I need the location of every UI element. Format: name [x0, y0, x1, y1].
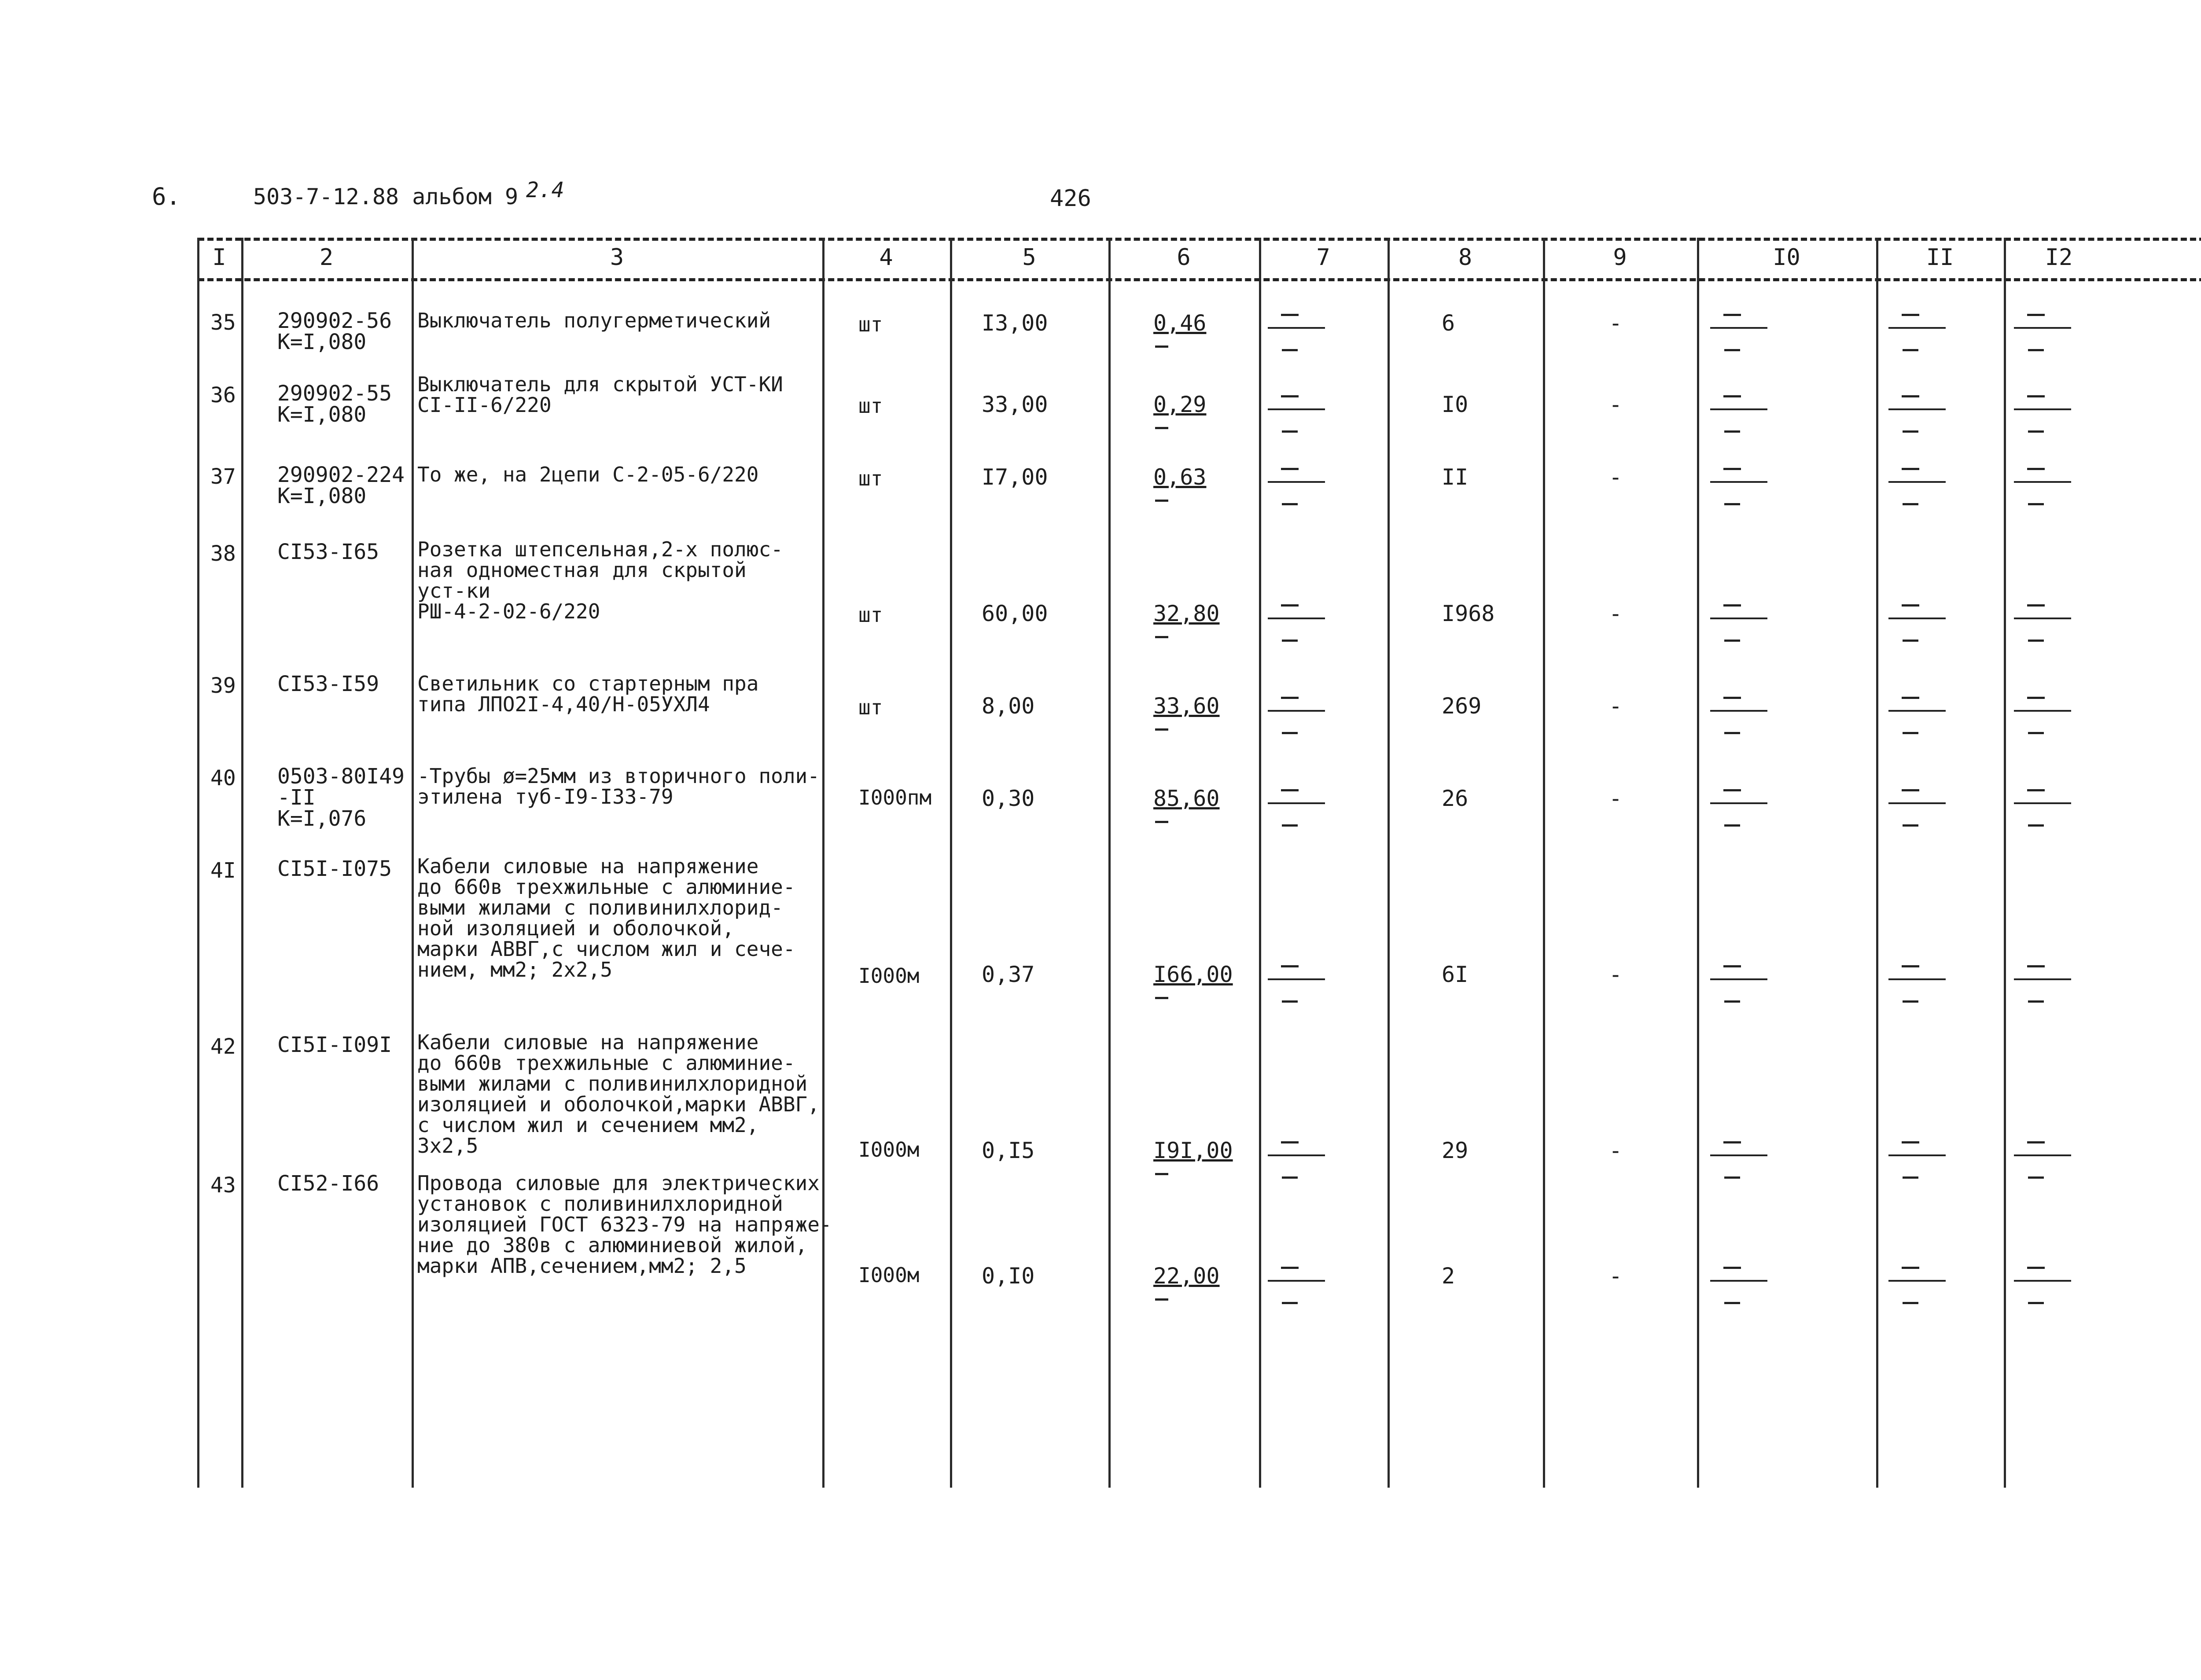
row-unit: I000м: [858, 1263, 920, 1287]
column-header-5: 5: [1022, 244, 1036, 271]
column-line: [1388, 238, 1390, 1488]
row-description: Выключатель полугерметический: [417, 309, 771, 332]
row-unit: шт: [858, 603, 883, 627]
row-number: 43: [210, 1173, 236, 1198]
column-header-3: 3: [610, 244, 624, 271]
row-code: CI5I-I09I: [277, 1033, 392, 1057]
row-number: 36: [210, 383, 236, 408]
row-unit: шт: [858, 394, 883, 418]
row-col9: -: [1609, 1138, 1623, 1163]
dash-mark: [1268, 465, 1325, 514]
row-total: 26: [1442, 786, 1469, 811]
row-code: 290902-224 K=I,080: [277, 463, 405, 508]
row-price: I9I,00: [1153, 1138, 1233, 1163]
row-code: CI52-I66: [277, 1171, 379, 1196]
dash-mark: [1888, 311, 1946, 360]
row-quantity: 0,37: [982, 962, 1035, 987]
column-header-10: I0: [1773, 244, 1800, 271]
row-quantity: 33,00: [982, 392, 1048, 417]
column-line: [822, 238, 824, 1488]
row-total: 6I: [1442, 962, 1469, 987]
price-dash-mark: [1150, 618, 1181, 645]
dash-mark: [2014, 393, 2071, 441]
column-line: [412, 238, 414, 1488]
dash-mark: [1268, 393, 1325, 441]
dash-mark: [1268, 963, 1325, 1011]
row-col9: -: [1609, 1263, 1623, 1289]
header-bottom-rule: [198, 278, 2201, 281]
dash-mark: [2014, 602, 2071, 650]
row-total: 29: [1442, 1138, 1469, 1163]
dash-mark: [1710, 1264, 1767, 1312]
row-description: Выключатель для скрытой УСТ-КИ CI-II-6/220: [417, 372, 783, 417]
dash-mark: [1888, 602, 1946, 650]
dash-mark: [1888, 694, 1946, 743]
dash-mark: [1268, 311, 1325, 360]
dash-mark: [1888, 963, 1946, 1011]
column-line: [241, 238, 243, 1488]
dash-mark: [1268, 694, 1325, 743]
row-number: 39: [210, 673, 236, 698]
column-line: [1259, 238, 1261, 1488]
row-col9: -: [1609, 786, 1623, 811]
dash-mark: [2014, 465, 2071, 514]
document-code: 503-7-12.88 альбом 9: [253, 184, 519, 210]
dash-mark: [1888, 1139, 1946, 1187]
row-description: Розетка штепсельная,2-х полюс- ная одноместная для скрытой уст-ки РШ-4-2-02-6/220: [417, 537, 783, 623]
column-line: [1876, 238, 1878, 1488]
row-price: 0,46: [1153, 310, 1207, 336]
column-header-1: I: [212, 244, 226, 271]
dash-mark: [1710, 963, 1767, 1011]
row-quantity: 0,30: [982, 786, 1035, 811]
dash-mark: [2014, 1139, 2071, 1187]
row-number: 40: [210, 766, 236, 790]
column-header-2: 2: [319, 244, 334, 271]
column-line: [197, 238, 199, 1488]
row-description: То же, на 2цепи С-2-05-6/220: [417, 463, 759, 486]
price-dash-mark: [1150, 979, 1181, 1006]
row-col9: -: [1609, 693, 1623, 719]
row-col9: -: [1609, 310, 1623, 336]
row-description: Кабели силовые на напряжение до 660в трехжильные с алюминие- выми жилами с поливинилхлоридной изоляцией и оболочкой,марки АВВГ, с числом жил и сечением мм2, 3х2,5: [417, 1030, 820, 1158]
dash-mark: [1888, 465, 1946, 514]
column-header-8: 8: [1458, 244, 1472, 271]
row-price: 22,00: [1153, 1263, 1220, 1289]
row-unit: I000м: [858, 1138, 920, 1162]
row-price: 33,60: [1153, 693, 1220, 719]
column-line: [1697, 238, 1699, 1488]
row-code: 290902-55 K=I,080: [277, 381, 392, 427]
column-line: [950, 238, 952, 1488]
column-header-4: 4: [879, 244, 893, 271]
row-unit: шт: [858, 312, 883, 336]
row-quantity: 60,00: [982, 601, 1048, 626]
row-quantity: I7,00: [982, 464, 1048, 490]
price-dash-mark: [1150, 1155, 1181, 1182]
row-code: CI5I-I075: [277, 857, 392, 881]
row-col9: -: [1609, 392, 1623, 417]
row-code: CI53-I59: [277, 672, 379, 696]
dash-mark: [1710, 602, 1767, 650]
price-dash-mark: [1150, 409, 1181, 436]
row-price: 0,29: [1153, 392, 1207, 417]
row-description: -Трубы ø=25мм из вторичного поли- этилена туб-I9-I33-79: [417, 764, 820, 809]
column-header-7: 7: [1316, 244, 1330, 271]
row-description: Кабели силовые на напряжение до 660в трехжильные с алюминие- выми жилами с поливинилхлорид- ной изоляцией и оболочкой, марки АВВГ,с числом жил и сече- нием, мм2; 2х2,5: [417, 854, 795, 982]
dash-mark: [1888, 1264, 1946, 1312]
row-quantity: 0,I5: [982, 1138, 1035, 1163]
column-header-12: I2: [2045, 244, 2073, 271]
row-price: 85,60: [1153, 786, 1220, 811]
dash-mark: [1888, 787, 1946, 835]
row-col9: -: [1609, 464, 1623, 490]
price-dash-mark: [1150, 482, 1181, 508]
document-mark: 2.4: [526, 178, 564, 202]
row-number: 42: [210, 1034, 236, 1059]
dash-mark: [1710, 465, 1767, 514]
dash-mark: [2014, 963, 2071, 1011]
row-quantity: I3,00: [982, 310, 1048, 336]
dash-mark: [1268, 602, 1325, 650]
row-code: CI53-I65: [277, 540, 379, 564]
row-total: 6: [1442, 310, 1455, 336]
dash-mark: [1710, 393, 1767, 441]
dash-mark: [1268, 1139, 1325, 1187]
row-number: 38: [210, 541, 236, 566]
row-price: I66,00: [1153, 962, 1233, 987]
price-dash-mark: [1150, 803, 1181, 830]
row-quantity: 0,I0: [982, 1263, 1035, 1289]
row-col9: -: [1609, 962, 1623, 987]
dash-mark: [2014, 311, 2071, 360]
row-unit: шт: [858, 695, 883, 719]
row-number: 35: [210, 310, 236, 335]
dash-mark: [1710, 311, 1767, 360]
row-unit: I000м: [858, 964, 920, 988]
dash-mark: [1268, 1264, 1325, 1312]
row-number: 37: [210, 464, 236, 489]
row-total: I968: [1442, 601, 1495, 626]
column-header-6: 6: [1177, 244, 1191, 271]
row-unit: шт: [858, 467, 883, 490]
row-total: 269: [1442, 693, 1482, 719]
row-total: 2: [1442, 1263, 1455, 1289]
row-price: 0,63: [1153, 464, 1207, 490]
row-price: 32,80: [1153, 601, 1220, 626]
row-number: 4I: [210, 858, 236, 883]
price-dash-mark: [1150, 711, 1181, 737]
row-code: 0503-80I49 -II K=I,076: [277, 764, 405, 831]
row-quantity: 8,00: [982, 693, 1035, 719]
column-line: [1543, 238, 1545, 1488]
row-code: 290902-56 K=I,080: [277, 309, 392, 354]
page-number: 426: [1050, 185, 1091, 212]
row-total: II: [1442, 464, 1469, 490]
price-dash-mark: [1150, 328, 1181, 354]
column-header-11: II: [1926, 244, 1954, 271]
row-description: Провода силовые для электрических установок с поливинилхлоридной изоляцией ГОСТ 6323-79 на напряже- ние до 380в с алюминиевой жилой, марки АПВ,сечением,мм2; 2,5: [417, 1171, 832, 1278]
row-unit: I000пм: [858, 786, 932, 809]
dash-mark: [2014, 1264, 2071, 1312]
dash-mark: [2014, 787, 2071, 835]
price-dash-mark: [1150, 1281, 1181, 1307]
column-line: [2004, 238, 2006, 1488]
dash-mark: [1710, 1139, 1767, 1187]
sheet-marker: 6.: [152, 183, 181, 210]
dash-mark: [1710, 694, 1767, 743]
header-top-rule: [198, 238, 2201, 241]
row-description: Светильник со стартерным пра типа ЛПО2I-4,40/Н-05УХЛ4: [417, 672, 759, 716]
dash-mark: [1888, 393, 1946, 441]
column-line: [1108, 238, 1111, 1488]
column-header-9: 9: [1613, 244, 1627, 271]
row-total: I0: [1442, 392, 1469, 417]
dash-mark: [2014, 694, 2071, 743]
row-col9: -: [1609, 601, 1623, 626]
dash-mark: [1268, 787, 1325, 835]
dash-mark: [1710, 787, 1767, 835]
